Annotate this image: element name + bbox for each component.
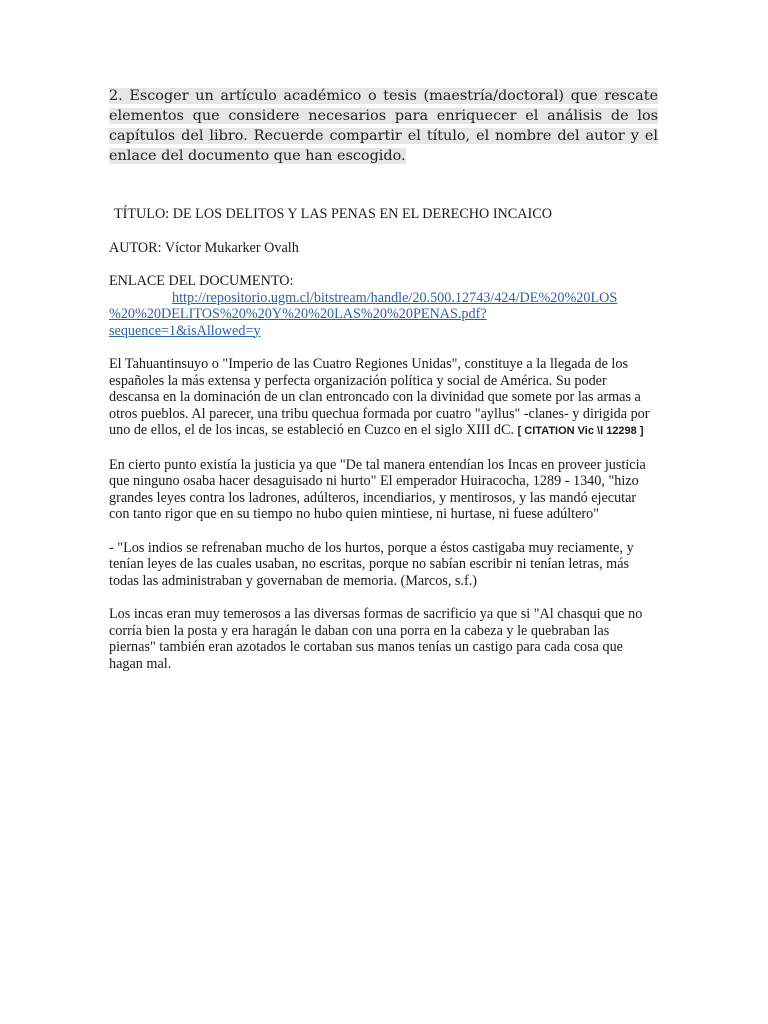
- instruction-highlight: 2. Escoger un artículo académico o tesis (maestría/doctoral) que rescate elementos que considere necesarios para enriquecer el análisis de los capítulos del libro. Recuerde compartir el título, el nombre del autor y el enlace del documento que han escogido.: [109, 88, 658, 164]
- paragraph-sacrificio: Los incas eran muy temerosos a las diversas formas de sacrificio ya que si "Al chasqui que no corría bien la posta y era haragán le daban con una porra en la cabeza y le quebraban las piernas" también eran azotados le cortaban sus manos tenías un castigo para cada cosa que hagan mal.: [109, 606, 643, 672]
- document-title: TÍTULO: DE LOS DELITOS Y LAS PENAS EN EL DERECHO INCAICO: [114, 206, 552, 222]
- citation-field: [ CITATION Vic \l 12298 ]: [517, 425, 644, 437]
- document-page: [109, 86, 658, 672]
- document-link-label: ENLACE DEL DOCUMENTO:: [109, 273, 294, 289]
- paragraph-tahuantinsuyo-text: El Tahuantinsuyo o "Imperio de las Cuatro Regiones Unidas", constituye a la llegada de los españoles la más extensa y perfecta organización política y social de América. Su poder descansa en la dominación de un clan entroncado con la divinidad que somete por las armas a otros pueblos. Al parecer, una tribu quechua formada por cuatro "ayllus" -clanes- y dirigida por uno de ellos, el de los incas, se estableció en Cuzco en el siglo XIII dC.: [109, 356, 650, 438]
- document-author: AUTOR: Víctor Mukarker Ovalh: [109, 239, 299, 256]
- document-link-line-2[interactable]: %20%20DELITOS%20%20Y%20%20LAS%20%20PENAS.pdf?: [109, 306, 487, 322]
- paragraph-hurtos: - "Los indios se refrenaban mucho de los hurtos, porque a éstos castigaba muy reciamente, y tenían leyes de las cuales usaban, no escritas, porque no sabían escribir ni tenían letras, más todas las administraban y governaban de memoria. (Marcos, s.f.): [109, 539, 634, 589]
- assignment-instruction: [109, 86, 658, 166]
- document-link-line-3[interactable]: sequence=1&isAllowed=y: [109, 322, 261, 339]
- document-link-block: [109, 290, 658, 340]
- paragraph-tahuantinsuyo: [109, 356, 658, 440]
- document-link-line-1[interactable]: http://repositorio.ugm.cl/bitstream/handle/20.500.12743/424/DE%20%20LOS: [172, 289, 618, 306]
- paragraph-justicia: En cierto punto existía la justicia ya que "De tal manera entendían los Incas en proveer justicia que ninguno osaba hacer desaguisado ni hurto" El emperador Huiracocha, 1289 - 1340, "hizo grandes leyes contra los ladrones, adúlteros, incendiarios, y mentirosos, y las mandó ejecutar con tanto rigor que en su tiempo no hubo quien mintiese, ni hurtase, ni fuese adúltero": [109, 456, 646, 522]
